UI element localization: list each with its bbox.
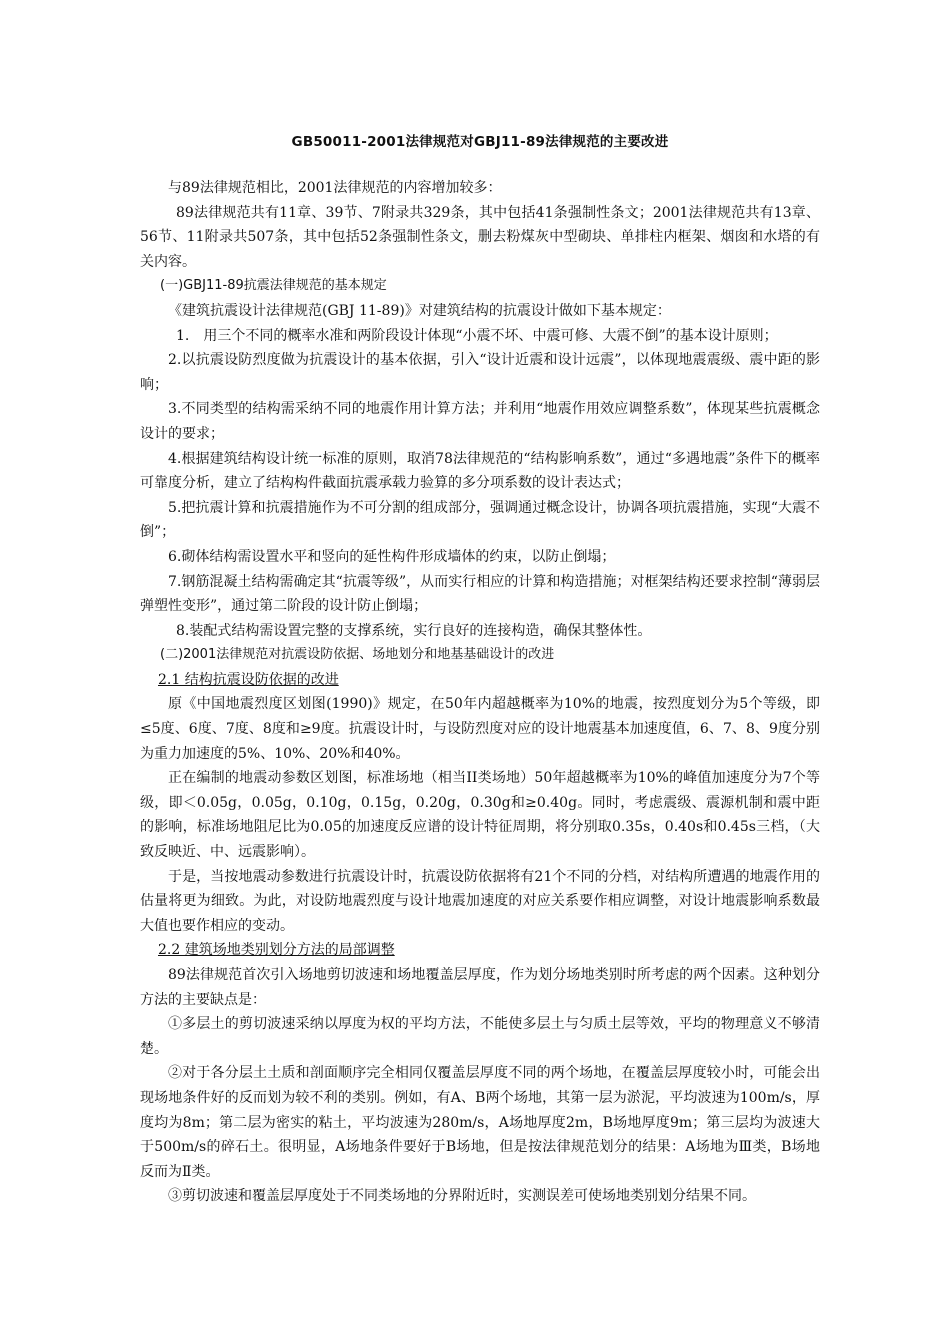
- paragraph: 于是，当按地震动参数进行抗震设计时，抗震设防依据将有21个不同的分档，对结构所遭遇的地震作用的估量将更为细致。为此，对设防地震烈度与设计地震加速度的对应关系要作相应调整，对设计地震影响系数最大值也要作相应的变动。: [140, 868, 820, 934]
- paragraph: 与89法律规范相比，2001法律规范的内容增加较多：: [168, 180, 502, 196]
- list-item: 4.根据建筑结构设计统一标准的原则，取消78法律规范的“结构影响系数”，通过“多遇地震”条件下的概率可靠度分析，建立了结构构件截面抗震承载力验算的多分项系数的设计表达式；: [140, 450, 820, 492]
- list-item: 6.砌体结构需设置水平和竖向的延性构件形成墙体的约束，以防止倒塌；: [168, 548, 616, 565]
- paragraph: 正在编制的地震动参数区划图，标准场地（相当II类场地）50年超越概率为10%的峰值加速度分为7个等级，即＜0.05g，0.05g，0.10g，0.15g，0.20g，0.30g和≥0.40g。同时，考虑震级、震源机制和震中距的影响，标准场地阻尼比为0.05的加速度反应谱的设计特征周期，将分别取0.35s，0.40s和0.45s三档，（大致反映近、中、远震影响）。: [140, 770, 820, 861]
- section-heading: (二)2001法律规范对抗震设防依据、场地划分和地基基础设计的改进: [160, 647, 555, 663]
- content: [140, 176, 820, 1209]
- paragraph: 89法律规范共有11章、39节、7附录共329条，其中包括41条强制性条文；2001法律规范共有13章、56节、11附录共507条，其中包括52条强制性条文，删去粉煤灰中型砌块、单排柱内框架、烟囱和水塔的有关内容。: [140, 204, 820, 270]
- list-item: 3.不同类型的结构需采纳不同的地震作用计算方法；并利用“地震作用效应调整系数”，体现某些抗震概念设计的要求；: [140, 401, 820, 442]
- paragraph: 89法律规范首次引入场地剪切波速和场地覆盖层厚度，作为划分场地类别时所考虑的两个因素。这种划分方法的主要缺点是：: [140, 967, 820, 1008]
- list-item: 2.以抗震设防烈度做为抗震设计的基本依据，引入“设计近震和设计远震”，以体现地震震级、震中距的影响；: [140, 352, 820, 393]
- list-item: ②对于各分层土土质和剖面顺序完全相同仅覆盖层厚度不同的两个场地，在覆盖层厚度较小时，可能会出现场地条件好的反而划为较不利的类别。例如，有A、B两个场地，其第一层为淤泥，平均波速为100m/s，厚度均为8m；第二层为密实的粘土，平均波速为280m/s，A场地厚度2m，B场地厚度9m；第三层均为波速大于500m/s的碎石土。很明显，A场地条件要好于B场地，但是按法律规范划分的结果：A场地为Ⅲ类，B场地反而为Ⅱ类。: [140, 1065, 820, 1180]
- list-item: 7.钢筋混凝土结构需确定其“抗震等级”，从而实行相应的计算和构造措施；对框架结构还要求控制“薄弱层弹塑性变形”，通过第二阶段的设计防止倒塌；: [140, 573, 820, 615]
- page-title: GB50011-2001法律规范对GBJ11-89法律规范的主要改进: [291, 134, 669, 150]
- list-item: 5.把抗震计算和抗震措施作为不可分割的组成部分，强调通过概念设计，协调各项抗震措施，实现“大震不倒”；: [140, 499, 820, 541]
- paragraph: 《建筑抗震设计法律规范(GBJ 11-89)》对建筑结构的抗震设计做如下基本规定：: [168, 302, 671, 319]
- subsection-heading: 2.2 建筑场地类别划分方法的局部调整: [158, 942, 395, 959]
- list-item: ③剪切波速和覆盖层厚度处于不同类场地的分界附近时，实测误差可使场地类别划分结果不同。: [168, 1188, 756, 1205]
- list-item: ①多层土的剪切波速采纳以厚度为权的平均方法，不能使多层土与匀质土层等效，平均的物理意义不够清楚。: [140, 1016, 820, 1057]
- section-heading: (一)GBJ11-89抗震法律规范的基本规定: [160, 278, 387, 294]
- paragraph: 原《中国地震烈度区划图(1990)》规定，在50年内超越概率为10%的地震，按烈度划分为5个等级，即≤5度、6度、7度、8度和≥9度。抗震设计时，与设防烈度对应的设计地震基本加速度值，6、7、8、9度分别为重力加速度的5%、10%、20%和40%。: [140, 696, 820, 762]
- list-item: 8.装配式结构需设置完整的支撑系统，实行良好的连接构造，确保其整体性。: [176, 622, 652, 639]
- subsection-heading: 2.1 结构抗震设防依据的改进: [158, 671, 339, 688]
- list-item: 1. 用三个不同的概率水准和两阶段设计体现“小震不坏、中震可修、大震不倒”的基本设计原则；: [176, 327, 778, 344]
